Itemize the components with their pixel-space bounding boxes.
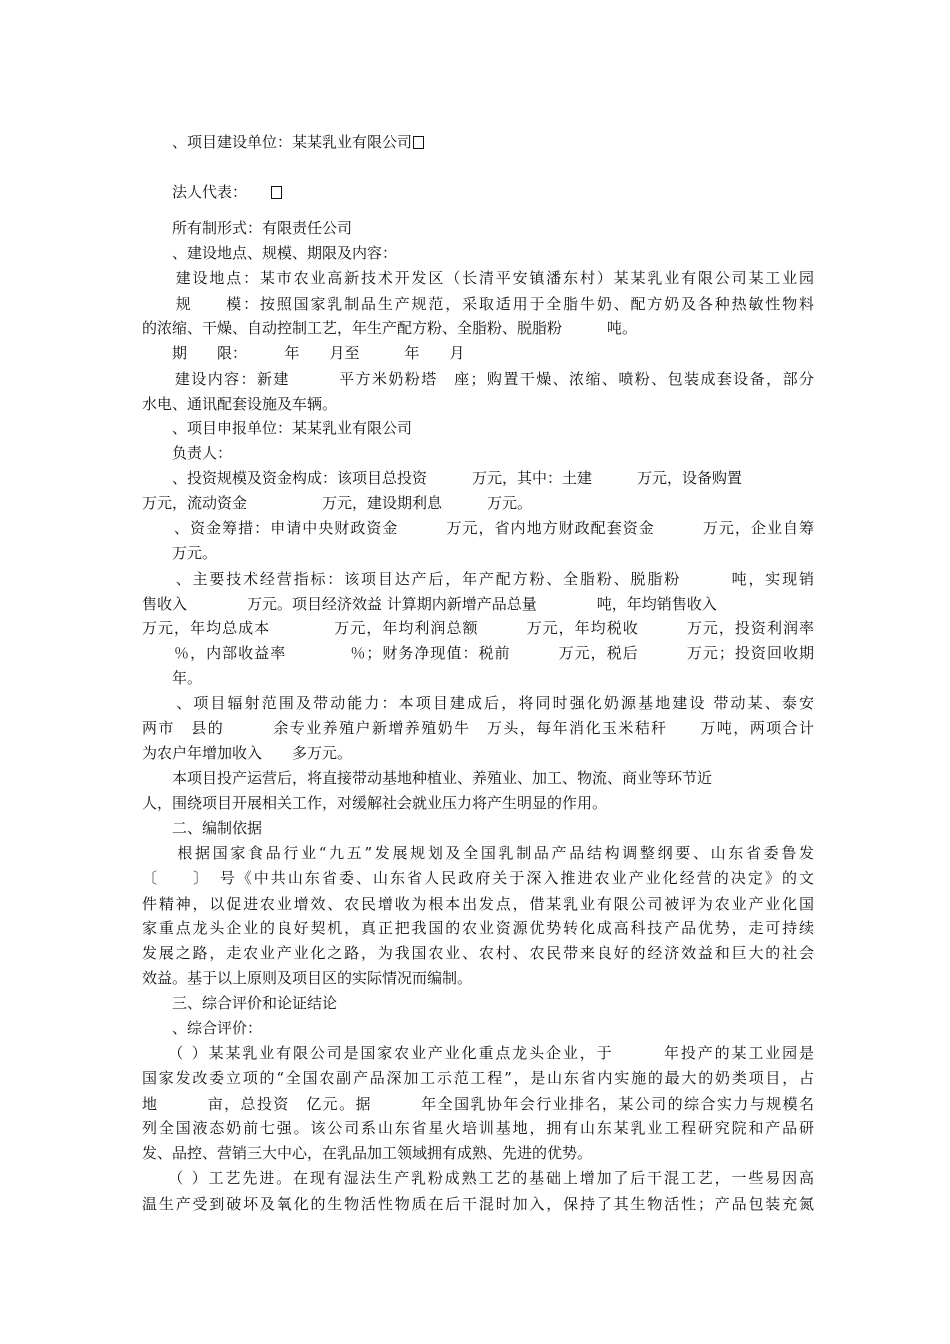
text-line: 〔 〕 号《中共山东省委、山东省人民政府关于深入推进农业产业化经营的决定》的文 bbox=[142, 869, 814, 887]
text-line: 、项目辐射范围及带动能力：本项目建成后，将同时强化奶源基地建设 带动某、泰安 bbox=[142, 694, 814, 712]
text-line: （ ）某某乳业有限公司是国家农业产业化重点龙头企业，于 年投产的某工业园是 bbox=[142, 1044, 814, 1062]
text-line: 、建设地点、规模、期限及内容： bbox=[142, 244, 398, 262]
text-line: 国家发改委立项的“全国农副产品深加工示范工程”，是山东省内实施的最大的奶类项目，占 bbox=[142, 1069, 814, 1087]
text-line-legal-rep bbox=[142, 182, 814, 202]
section-heading: 二、编制依据 bbox=[142, 819, 263, 837]
text-line: 水电、通讯配套设施及车辆。 bbox=[142, 395, 338, 413]
checkbox-icon bbox=[271, 186, 282, 199]
text-line: 效益。基于以上原则及项目区的实际情况而编制。 bbox=[142, 969, 473, 987]
text-line: 两市 县的 余专业养殖户新增养殖奶牛 万头，每年消化玉米秸秆 万吨，两项合计 bbox=[142, 719, 814, 737]
text-line: 年。 bbox=[142, 669, 203, 687]
text-line: （ ）工艺先进。在现有湿法生产乳粉成熟工艺的基础上增加了后干混工艺，一些易因高 bbox=[142, 1169, 814, 1187]
text-line-content: 法人代表： bbox=[142, 183, 270, 201]
text-line: 的浓缩、干燥、自动控制工艺，年生产配方粉、全脂粉、脱脂粉 吨。 bbox=[142, 319, 638, 337]
text-line: 、资金筹措：申请中央财政资金 万元，省内地方财政配套资金 万元，企业自筹 bbox=[142, 519, 814, 537]
text-line: 温生产受到破坏及氧化的生物活性物质在后干混时加入，保持了其生物活性；产品包装充氮 bbox=[142, 1195, 814, 1213]
text-line: 件精神，以促进农业增效、农民增收为根本出发点，借某乳业有限公司被评为农业产业化国 bbox=[142, 895, 814, 913]
text-line: 发、品控、营销三大中心，在乳品加工领域拥有成熟、先进的优势。 bbox=[142, 1144, 593, 1162]
text-line: 建设内容：新建 平方米奶粉塔 座；购置干燥、浓缩、喷粉、包装成套设备，部分 bbox=[142, 370, 814, 388]
text-line: 、综合评价： bbox=[142, 1019, 263, 1037]
text-line: 发展之路，走农业产业化之路，为我国农业、农村、农民带来良好的经济效益和巨大的社会 bbox=[142, 944, 814, 962]
text-line: 为农户年增加收入 多万元。 bbox=[142, 744, 353, 762]
text-line: 负责人： bbox=[142, 444, 233, 462]
text-line: 人，围绕项目开展相关工作，对缓解社会就业压力将产生明显的作用。 bbox=[142, 794, 608, 812]
text-line-content: 、项目建设单位：某某乳业有限公司 bbox=[142, 133, 413, 151]
section-heading: 三、综合评价和论证结论 bbox=[142, 994, 338, 1012]
text-line-project-unit bbox=[142, 132, 814, 152]
text-line: 万元，年均总成本 万元，年均利润总额 万元，年均税收 万元，投资利润率 bbox=[142, 619, 814, 637]
text-line: 本项目投产运营后，将直接带动基地种植业、养殖业、加工、物流、商业等环节近 bbox=[142, 769, 713, 787]
checkbox-icon bbox=[413, 136, 424, 149]
text-line: 、投资规模及资金构成：该项目总投资 万元，其中：土建 万元，设备购置 bbox=[142, 469, 743, 487]
text-line: 建设地点：某市农业高新技术开发区（长清平安镇潘东村）某某乳业有限公司某工业园 bbox=[142, 269, 814, 287]
text-line: 规 模：按照国家乳制品生产规范，采取适用于全脂牛奶、配方奶及各种热敏性物料 bbox=[142, 295, 814, 313]
text-line: 列全国液态奶前七强。该公司系山东省星火培训基地，拥有山东某乳业工程研究院和产品研 bbox=[142, 1119, 814, 1137]
text-line: 万元，流动资金 万元，建设期利息 万元。 bbox=[142, 494, 533, 512]
text-line: 、项目申报单位：某某乳业有限公司 bbox=[142, 419, 413, 437]
text-line: 万元。 bbox=[142, 544, 218, 562]
text-line: 家重点龙头企业的良好契机，真正把我国的农业资源优势转化成高科技产品优势，走可持续 bbox=[142, 919, 814, 937]
text-line: 售收入 万元。项目经济效益 计算期内新增产品总量 吨，年均销售收入 bbox=[142, 595, 717, 613]
text-line: 、主要技术经营指标：该项目达产后，年产配方粉、全脂粉、脱脂粉 吨，实现销 bbox=[142, 570, 814, 588]
text-line: 所有制形式：有限责任公司 bbox=[142, 219, 353, 237]
text-line: 根据国家食品行业“九五”发展规划及全国乳制品产品结构调整纲要、山东省委鲁发 bbox=[142, 844, 814, 862]
text-line: 期 限： 年 月至 年 月 bbox=[142, 344, 465, 362]
text-line: ％，内部收益率 ％；财务净现值：税前 万元，税后 万元；投资回收期 bbox=[142, 644, 814, 662]
text-line: 地 亩，总投资 亿元。据 年全国乳协年会行业排名，某公司的综合实力与规模名 bbox=[142, 1095, 814, 1113]
